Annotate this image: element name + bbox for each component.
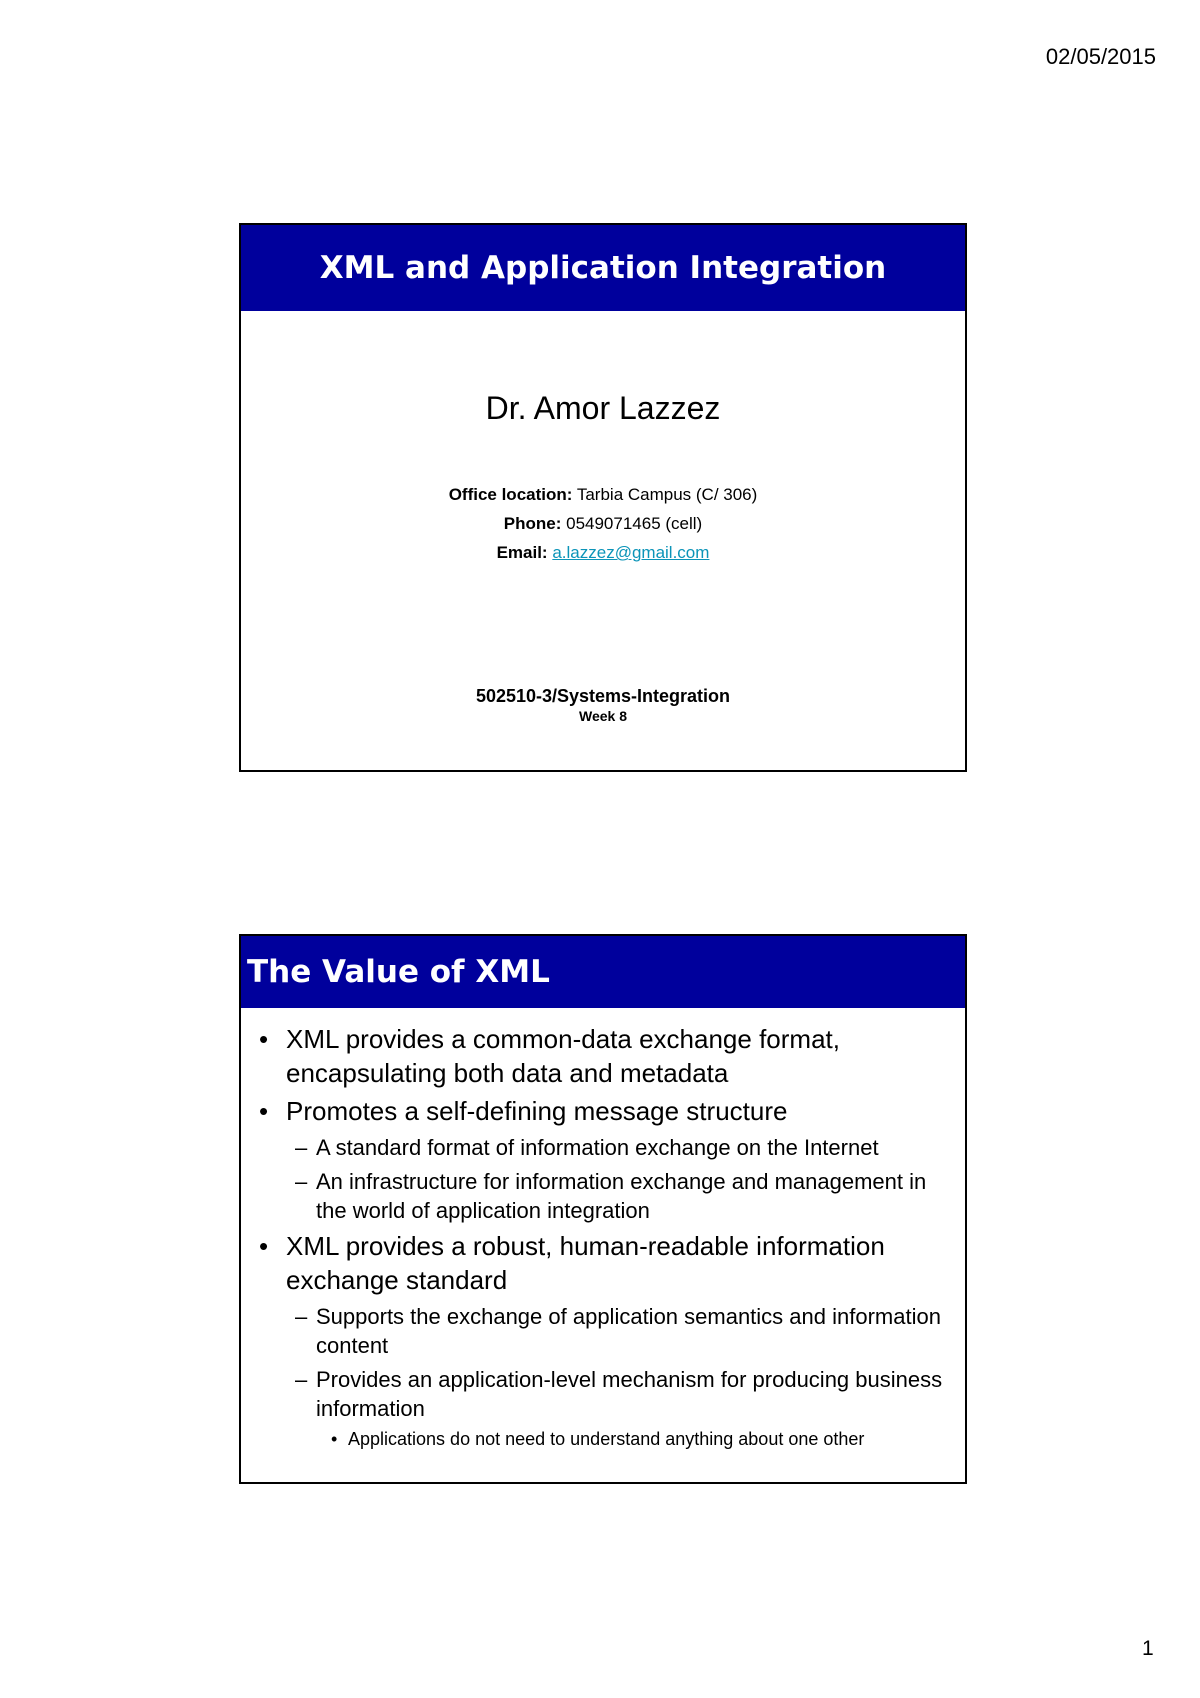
office-line xyxy=(241,480,965,509)
contact-info xyxy=(241,480,965,567)
sub-bullet-item xyxy=(259,1365,955,1423)
page-number: 1 xyxy=(1142,1637,1154,1660)
bullet-text: XML provides a common-data exchange format, encapsulating both data and metadata xyxy=(286,1024,840,1088)
title-slide xyxy=(239,223,967,772)
bullet-marker: • xyxy=(259,1096,269,1126)
bullet-item xyxy=(259,1022,955,1090)
bullet-marker: • xyxy=(259,1231,269,1261)
bullet-item xyxy=(259,1094,955,1128)
sub-sub-bullet-marker: • xyxy=(331,1429,338,1449)
phone-value: 0549071465 (cell) xyxy=(566,514,703,533)
sub-bullet-marker: – xyxy=(295,1367,308,1392)
course-week: Week 8 xyxy=(579,708,627,724)
email-label: Email: xyxy=(496,543,548,562)
sub-bullet-text: A standard format of information exchange on the Internet xyxy=(316,1135,879,1160)
bullet-list xyxy=(259,1018,955,1452)
author-name: Dr. Amor Lazzez xyxy=(485,390,721,426)
bullet-text: Promotes a self-defining message structure xyxy=(286,1096,788,1126)
slide-title: The Value of XML xyxy=(241,936,965,1008)
bullet-item xyxy=(259,1229,955,1297)
office-label: Office location: xyxy=(448,485,573,504)
course-code: 502510-3/Systems-Integration xyxy=(475,686,731,706)
email-line xyxy=(241,538,965,567)
sub-bullet-text: Provides an application-level mechanism for producing business information xyxy=(316,1367,943,1421)
sub-bullet-text: Supports the exchange of application semantics and information content xyxy=(316,1304,941,1358)
phone-label: Phone: xyxy=(503,514,562,533)
value-of-xml-slide xyxy=(239,934,967,1484)
document-date: 02/05/2015 xyxy=(1045,44,1156,69)
sub-sub-bullet-text: Applications do not need to understand anything about one other xyxy=(348,1429,865,1449)
sub-sub-bullet-item xyxy=(259,1426,955,1452)
bullet-marker: • xyxy=(259,1024,269,1054)
sub-bullet-item xyxy=(259,1167,955,1225)
sub-bullet-marker: – xyxy=(295,1135,308,1160)
office-value: Tarbia Campus (C/ 306) xyxy=(576,485,758,504)
phone-line xyxy=(241,509,965,538)
sub-bullet-text: An infrastructure for information exchange and management in the world of application integration xyxy=(316,1169,927,1223)
sub-bullet-item xyxy=(259,1302,955,1360)
slide-title: XML and Application Integration xyxy=(241,225,965,311)
email-link[interactable]: a.lazzez@gmail.com xyxy=(552,543,710,562)
bullet-text: XML provides a robust, human-readable information exchange standard xyxy=(286,1231,885,1295)
sub-bullet-item xyxy=(259,1133,955,1162)
sub-bullet-marker: – xyxy=(295,1304,308,1329)
sub-bullet-marker: – xyxy=(295,1169,308,1194)
course-info xyxy=(241,686,965,724)
